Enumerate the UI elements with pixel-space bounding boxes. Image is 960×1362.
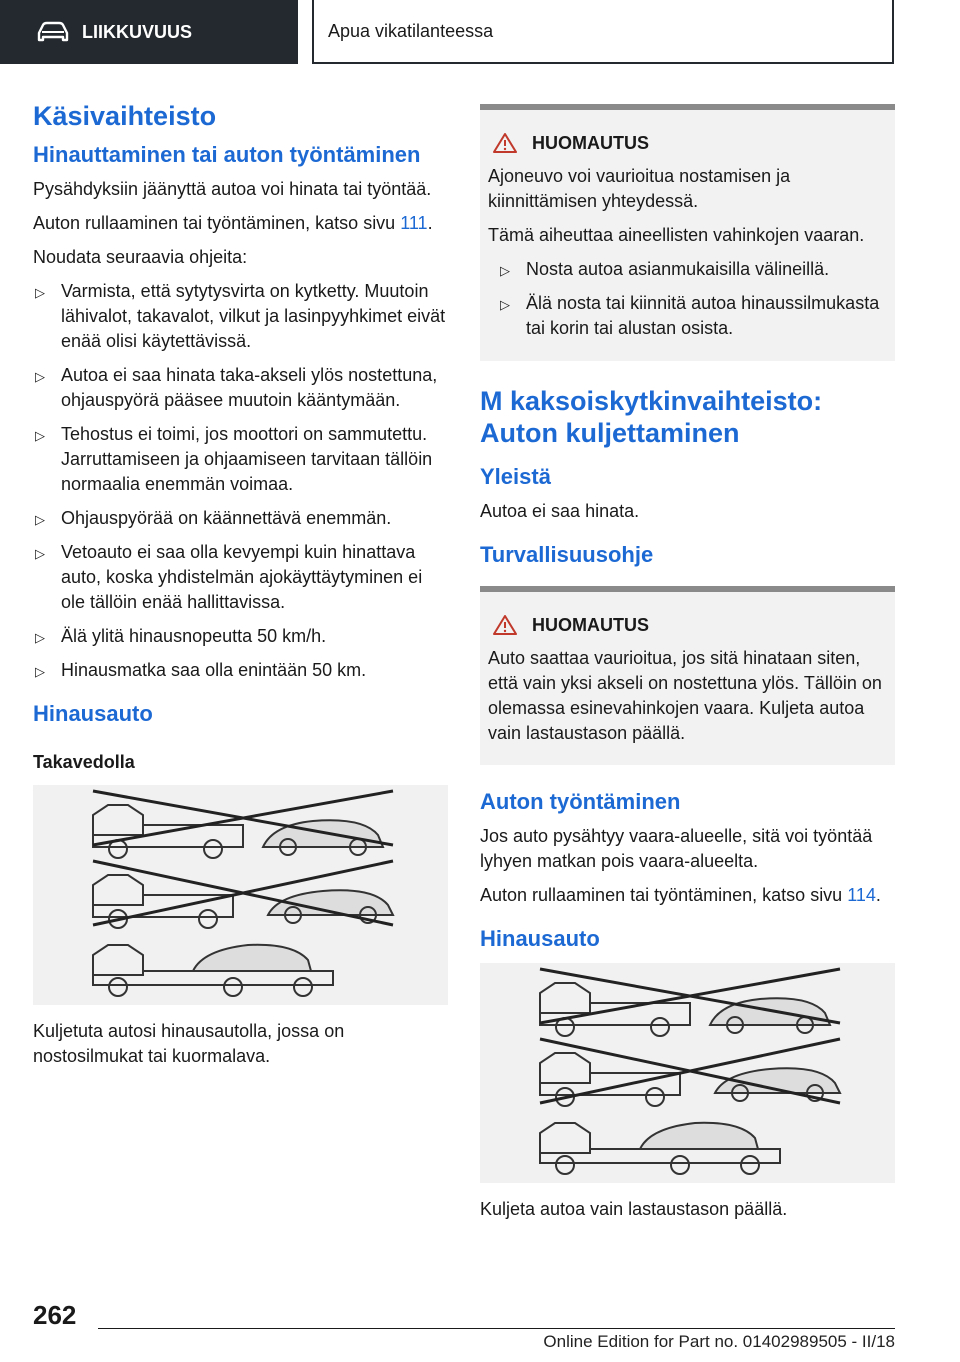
paragraph-yleista: Autoa ei saa hinata. [480,500,640,521]
notice-text: Auto saattaa vaurioitua, jos sitä hinataan siten, että vain yksi akseli on nostettuna ylös. Tällöin on olemassa esinevahinkojen vaara. Kuljeta autoa vain lastaustason päällä. [488,648,882,744]
heading-kasivaihteisto: Käsivaihteisto [33,101,217,131]
paragraph-reference [480,883,895,908]
notice-list [488,257,887,341]
notice-title: HUOMAUTUS [532,614,649,635]
notice-text: Ajoneuvo voi vaurioitua nostamisen ja kiinnittämisen yhteydessä. [488,166,791,211]
tow-truck-diagram [480,963,895,1183]
paragraph-reference [33,211,448,236]
paragraph-instructions: Noudata seuraavia ohjeita: [33,247,248,268]
page-number: 262 [33,1300,77,1330]
heading-takavedolla: Takavedolla [33,752,135,773]
heading-tyontaminen: Auton työntäminen [480,789,681,815]
right-column [480,104,895,1231]
figure-caption: Kuljetuta autosi hinausautolla, jossa on nostosilmukat tai kuormalava. [33,1021,345,1067]
towing-illustration [480,963,895,1183]
notice-box [480,586,895,765]
tow-truck-diagram [33,785,448,1005]
heading-yleista: Yleistä [480,463,551,489]
list-item: ▷ Autoa ei saa hinata taka-akseli ylös nostettuna, ohjauspyörä pääsee muutoin kääntymään. [35,365,438,411]
notice-header [492,614,887,636]
page-link-111[interactable]: 111 [400,213,428,234]
reference-text: Auton rullaaminen tai työntäminen, katso sivu [33,213,401,234]
car-icon [36,21,70,43]
list-item: ▷ Älä ylitä hinausnopeutta 50 km/h. [33,624,448,649]
triangle-bullet-icon: ▷ [35,664,45,680]
heading-turvallisuusohje: Turvallisuusohje [480,541,654,567]
list-item: ▷ Älä nosta tai kiinnitä autoa hinaussilmukasta tai korin tai alustan osista. [500,293,880,338]
figure-caption: Kuljeta autoa vain lastaustason päällä. [480,1199,788,1220]
warning-triangle-icon [492,132,518,154]
heading-hinausauto-right: Hinausauto [480,926,600,952]
triangle-bullet-icon: ▷ [35,285,45,301]
list-item: ▷ Nosta autoa asianmukaisilla välineillä. [498,257,887,282]
edition-text: Online Edition for Part no. 01402989505 - II/18 [543,1332,895,1351]
section-label: LIIKKUVUUS [82,21,193,42]
reference-end: . [427,213,433,234]
notice-box [480,104,895,361]
instruction-list [33,279,448,683]
triangle-bullet-icon: ▷ [35,512,45,528]
triangle-bullet-icon: ▷ [35,630,45,646]
warning-triangle-icon [492,614,518,636]
heading-hinauttaminen: Hinauttaminen tai auton työntäminen [33,142,421,168]
list-item: ▷ Vetoauto ei saa olla kevyempi kuin hinattava auto, koska yhdistelmän ajokäyttäytyminen ei ole tällöin enää hallittavissa. [35,542,423,613]
list-item: ▷ Varmista, että sytytysvirta on kytketty. Muutoin lähivalot, takavalot, vilkut ja lasinpyyhkimet eivät enää olisi käytettävissä. [35,281,446,352]
footer-divider [98,1328,895,1329]
page-link-114[interactable]: 114 [847,885,876,906]
heading-dct-transport: M kaksoiskytkinvaihteisto: Auton kuljettaminen [480,386,823,449]
triangle-bullet-icon: ▷ [500,297,510,312]
section-tab[interactable] [0,0,298,64]
paragraph-intro: Pysähdyksiin jäänyttä autoa voi hinata tai työntää. [33,179,432,200]
notice-text: Tämä aiheuttaa aineellisten vahinkojen vaaran. [488,225,865,245]
notice-header [492,132,887,154]
triangle-bullet-icon: ▷ [500,263,510,278]
reference-text: Auton rullaaminen tai työntäminen, katso sivu [480,885,848,906]
notice-title: HUOMAUTUS [532,132,649,153]
paragraph-tyontaminen: Jos auto pysähtyy vaara-alueelle, sitä voi työntää lyhyen matkan pois vaara-alueelta. [480,826,873,872]
list-item: ▷ Ohjauspyörää on käännettävä enemmän. [33,506,448,531]
list-item: ▷ Tehostus ei toimi, jos moottori on sammutettu. Jarruttamiseen ja ohjaamiseen tarvitaan tällöin normaalia enemmän voimaa. [35,424,433,495]
triangle-bullet-icon: ▷ [35,428,45,444]
triangle-bullet-icon: ▷ [35,546,45,562]
triangle-bullet-icon: ▷ [35,369,45,385]
reference-end: . [875,885,881,906]
towing-illustration [33,785,448,1005]
chapter-title: Apua vikatilanteessa [312,0,894,64]
list-item: ▷ Hinausmatka saa olla enintään 50 km. [33,658,448,683]
heading-hinausauto: Hinausauto [33,701,153,727]
left-column [33,100,448,1078]
